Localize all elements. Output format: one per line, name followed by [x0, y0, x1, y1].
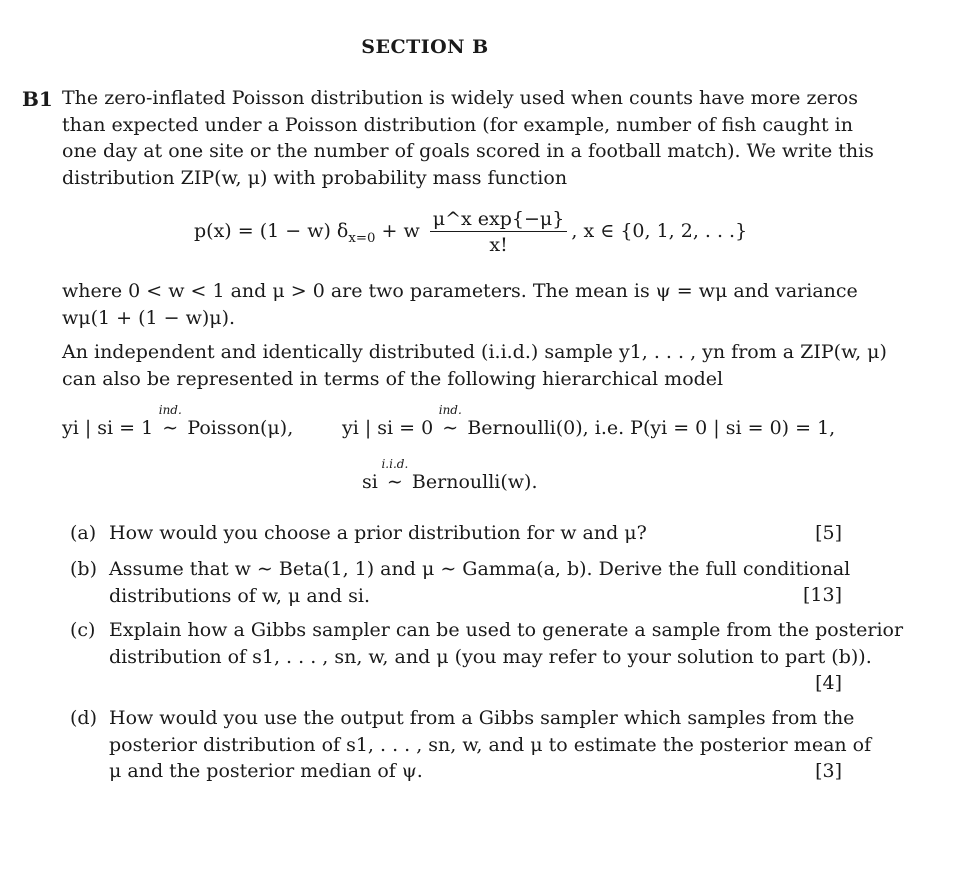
pmf-fraction	[430, 208, 568, 256]
model-line-1-right	[342, 403, 836, 439]
iid-label: i.i.d.	[381, 457, 409, 471]
iid-tilde: i.i.d. ∼	[381, 457, 409, 493]
model-s-distribution: Bernoulli(w).	[411, 471, 538, 493]
text-line: wμ(1 + (1 − w)μ).	[62, 306, 236, 329]
part-d	[70, 705, 872, 785]
intro-paragraph	[62, 85, 874, 191]
marks-badge: [13]	[802, 584, 842, 606]
marks-badge: [5]	[815, 522, 842, 544]
model-right-condition: yi | si = 0	[342, 417, 434, 439]
model-right-distribution: Bernoulli(0), i.e. P(yi = 0 | si = 0) = 1,	[467, 417, 836, 439]
part-b	[70, 556, 851, 610]
marks-badge: [3]	[815, 760, 842, 782]
section-title: SECTION B	[361, 36, 489, 58]
pmf-lhs: p(x) = (1 − w) δ	[194, 220, 349, 242]
part-text	[109, 705, 872, 785]
model-s-variable: si	[362, 471, 378, 493]
text-line: How would you choose a prior distribution for w and μ?	[109, 522, 647, 544]
model-line-1-left	[62, 403, 294, 439]
text-line: posterior distribution of s1, . . . , sn, w, and μ to estimate the posterior mean of	[109, 733, 872, 756]
part-text	[109, 617, 904, 670]
pmf-domain: , x ∈ {0, 1, 2, . . .}	[571, 220, 748, 242]
text-line: distributions of w, μ and si.	[109, 584, 370, 607]
part-label: (a)	[70, 522, 97, 544]
pmf-equation	[194, 208, 747, 256]
text-line: one day at one site or the number of goals scored in a football match). We write this	[62, 140, 874, 162]
text-line: distribution ZIP(w, μ) with probability mass function	[62, 166, 568, 189]
delta-subscript: x=0	[348, 230, 376, 246]
text-line: The zero-inflated Poisson distribution is widely used when counts have more zeros	[62, 87, 858, 109]
iid-paragraph	[62, 339, 887, 392]
text-line: distribution of s1, . . . , sn, w, and μ (you may refer to your solution to part (b)).	[109, 645, 872, 668]
ind-tilde: ind. ∼	[158, 403, 182, 439]
pmf-plus-w: + w	[375, 220, 426, 242]
text-line: can also be represented in terms of the following hierarchical model	[62, 367, 724, 390]
ind-label: ind.	[438, 403, 462, 417]
part-label: (c)	[70, 619, 96, 641]
model-left-distribution: Poisson(μ),	[187, 417, 294, 439]
ind-tilde: ind. ∼	[438, 403, 462, 439]
model-left-condition: yi | si = 1	[62, 417, 154, 439]
text-line: Explain how a Gibbs sampler can be used to generate a sample from the posterior	[109, 619, 904, 641]
marks-badge: [4]	[815, 672, 842, 694]
model-line-2	[362, 457, 538, 493]
text-line: An independent and identically distributed (i.i.d.) sample y1, . . . , yn from a ZIP(w, μ)	[62, 341, 887, 363]
part-label: (d)	[70, 707, 97, 729]
part-label: (b)	[70, 558, 97, 580]
text-line: Assume that w ∼ Beta(1, 1) and μ ∼ Gamma(a, b). Derive the full conditional	[109, 558, 851, 580]
part-a	[70, 520, 842, 547]
text-line: μ and the posterior median of ψ.	[109, 760, 423, 782]
text-line: How would you use the output from a Gibbs sampler which samples from the	[109, 707, 855, 729]
part-c	[70, 617, 904, 697]
pmf-denominator: x!	[489, 234, 508, 256]
pmf-numerator: μ^x exp{−μ}	[430, 208, 568, 232]
question-label: B1	[22, 87, 53, 111]
ind-label: ind.	[158, 403, 182, 417]
part-text	[109, 520, 842, 547]
text-line: where 0 < w < 1 and μ > 0 are two parameters. The mean is ψ = wμ and variance	[62, 280, 858, 302]
params-paragraph	[62, 278, 858, 331]
part-text	[109, 556, 851, 609]
text-line: than expected under a Poisson distribution (for example, number of fish caught in	[62, 113, 853, 136]
